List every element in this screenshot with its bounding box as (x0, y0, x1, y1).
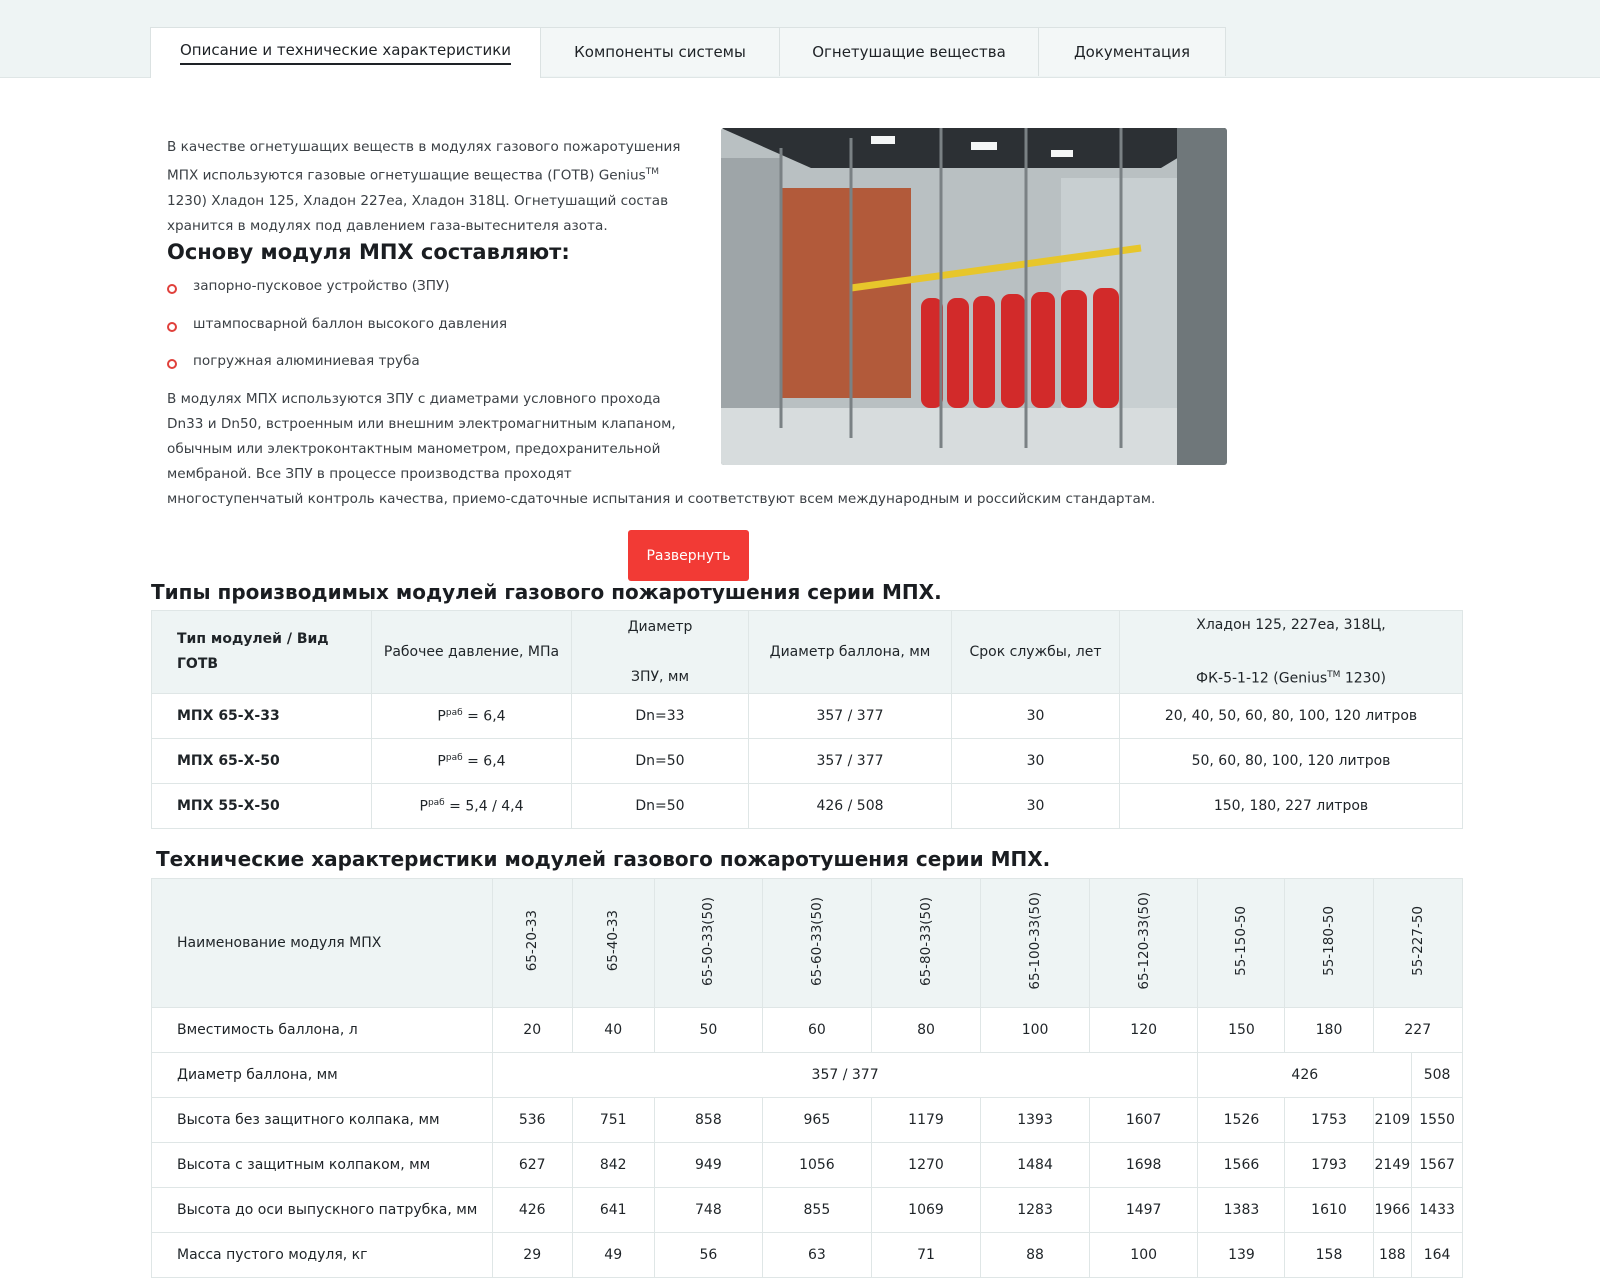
cell-value: 2149 (1373, 1143, 1412, 1188)
cell-value: 120 (1089, 1008, 1198, 1053)
cell-life: 30 (952, 694, 1120, 739)
cell-value: 63 (763, 1233, 872, 1278)
col-header-cylinder-diameter: Диаметр баллона, мм (749, 611, 952, 694)
table-row (152, 1143, 1463, 1188)
pressure-subscript: раб (445, 707, 463, 718)
cell-value: 426 (1198, 1053, 1412, 1098)
list-item (167, 353, 507, 391)
cell-value: 139 (1198, 1233, 1285, 1278)
model-label: 65-80-33(50) (917, 896, 934, 986)
cell-volumes: 50, 60, 80, 100, 120 литров (1120, 739, 1463, 784)
cell-value: 164 (1412, 1233, 1463, 1278)
cell-pressure (372, 739, 572, 784)
model-label: 55-150-50 (1233, 906, 1250, 976)
bullet-icon (167, 359, 177, 369)
cell-value: 1698 (1089, 1143, 1198, 1188)
cell-value: 88 (981, 1233, 1090, 1278)
list-item-text: запорно-пусковое устройство (ЗПУ) (193, 278, 450, 294)
cell-type: МПХ 65-Х-50 (152, 739, 372, 784)
cell-value: 965 (763, 1098, 872, 1143)
cell-value: 1270 (871, 1143, 981, 1188)
pressure-value: = 6,4 (462, 753, 506, 770)
model-label: 55-180-50 (1320, 906, 1337, 976)
cell-volumes: 150, 180, 227 литров (1120, 784, 1463, 829)
intro-text: В качестве огнетушащих веществ в модулях газового пожаротушения МПХ используются газовые огнетушащие вещества (ГОТВ) Genius (167, 139, 681, 184)
model-label: 65-60-33(50) (808, 896, 825, 986)
bullet-icon (167, 322, 177, 332)
row-label: Высота до оси выпускного патрубка, мм (152, 1188, 493, 1233)
col-header-model (1373, 879, 1463, 1008)
model-label: 65-100-33(50) (1027, 892, 1044, 990)
agent-header-line2: ФК-5-1-12 (Genius (1196, 670, 1328, 687)
row-label: Высота без защитного колпака, мм (152, 1098, 493, 1143)
cell-value: 29 (492, 1233, 572, 1278)
cell-value: 1966 (1373, 1188, 1412, 1233)
cell-type: МПХ 55-Х-50 (152, 784, 372, 829)
col-header-service-life: Срок службы, лет (952, 611, 1120, 694)
table-row (152, 1098, 1463, 1143)
cell-life: 30 (952, 739, 1120, 784)
table-row (152, 739, 1463, 784)
cell-value: 1179 (871, 1098, 981, 1143)
col-header-model (981, 879, 1090, 1008)
cell-value: 56 (654, 1233, 762, 1278)
zpu-paragraph (167, 387, 1156, 512)
cell-life: 30 (952, 784, 1120, 829)
cell-value: 751 (572, 1098, 654, 1143)
col-header-agent (1120, 611, 1463, 694)
model-label: 65-50-33(50) (700, 896, 717, 986)
cell-dn: Dn=50 (572, 739, 749, 784)
cell-value: 1056 (763, 1143, 872, 1188)
tech-specs-table (151, 878, 1463, 1278)
trademark: TM (645, 167, 660, 177)
model-label: 65-120-33(50) (1135, 892, 1152, 990)
cell-value: 2109 (1373, 1098, 1412, 1143)
cell-value: 188 (1373, 1233, 1412, 1278)
col-header-pressure: Рабочее давление, МПа (372, 611, 572, 694)
model-label: 55-227-50 (1409, 906, 1426, 976)
table-header-row (152, 611, 1463, 694)
cell-value: 748 (654, 1188, 762, 1233)
pressure-symbol: P (419, 798, 428, 815)
col-header-zpu-diameter (572, 611, 749, 694)
col-header-model (492, 879, 572, 1008)
trademark: TM (1327, 669, 1341, 680)
pressure-symbol: P (437, 708, 446, 725)
tab-bar (150, 27, 1225, 77)
cell-pressure (372, 694, 572, 739)
intro-text-cont: 1230) Хладон 125, Хладон 227еа, Хладон 318Ц. Огнетушащий состав хранится в модулях под давлением газа-вытеснителя азота. (167, 192, 669, 234)
cell-value: 536 (492, 1098, 572, 1143)
pressure-value: = 6,4 (462, 708, 506, 725)
table-row (152, 1188, 1463, 1233)
zpu-text: В модулях МПХ используются ЗПУ с диаметрами условного прохода Dn33 и Dn50, встроенным или внешним электромагнитным клапаном, обычным или электроконтактным манометром, предохранительной мембраной. Все ЗПУ в процессе производства проходят (167, 391, 676, 482)
cell-value: 100 (981, 1008, 1090, 1053)
col-header-model (871, 879, 981, 1008)
cell-value: 20 (492, 1008, 572, 1053)
col-header-model (1198, 879, 1285, 1008)
cell-value: 1069 (871, 1188, 981, 1233)
row-label: Высота с защитным колпаком, мм (152, 1143, 493, 1188)
row-label: Масса пустого модуля, кг (152, 1233, 493, 1278)
cell-volumes: 20, 40, 50, 60, 80, 100, 120 литров (1120, 694, 1463, 739)
table-row (152, 784, 1463, 829)
cell-value: 508 (1412, 1053, 1463, 1098)
pressure-value: = 5,4 / 4,4 (444, 798, 524, 815)
cell-value: 100 (1089, 1233, 1198, 1278)
cell-value: 227 (1373, 1008, 1463, 1053)
tab-label: Огнетушащие вещества (812, 43, 1006, 61)
cell-value: 60 (763, 1008, 872, 1053)
tab-label: Компоненты системы (574, 43, 746, 61)
cell-value: 1526 (1198, 1098, 1285, 1143)
tab-label: Описание и технические характеристики (180, 41, 511, 65)
pressure-subscript: раб (445, 752, 463, 763)
model-label: 65-40-33 (605, 910, 622, 972)
cell-value: 50 (654, 1008, 762, 1053)
cell-value: 627 (492, 1143, 572, 1188)
agent-header-line1: Хладон 125, 227еа, 318Ц, (1196, 616, 1386, 633)
row-label: Диаметр баллона, мм (152, 1053, 493, 1098)
col-header-model (654, 879, 762, 1008)
bullet-icon (167, 284, 177, 294)
cell-value: 1753 (1285, 1098, 1373, 1143)
fire-suppression-room-photo (721, 128, 1227, 465)
row-label: Вместимость баллона, л (152, 1008, 493, 1053)
cell-value: 1610 (1285, 1188, 1373, 1233)
cell-value: 1793 (1285, 1143, 1373, 1188)
tab-documentation[interactable] (1038, 27, 1226, 76)
cell-value: 855 (763, 1188, 872, 1233)
col-header-model (1285, 879, 1373, 1008)
cell-value: 426 (492, 1188, 572, 1233)
zpu-text-last: многоступенчатый контроль качества, приемо-сдаточные испытания и соответствуют всем международным и российским стандартам. (167, 491, 1156, 507)
cell-value: 641 (572, 1188, 654, 1233)
cell-value: 1497 (1089, 1188, 1198, 1233)
table-row (152, 694, 1463, 739)
cell-dn: Dn=33 (572, 694, 749, 739)
model-label: 65-20-33 (524, 910, 541, 972)
cell-value: 1484 (981, 1143, 1090, 1188)
cell-value: 949 (654, 1143, 762, 1188)
module-types-table (151, 610, 1463, 829)
col-header-type: Тип модулей / Вид ГОТВ (152, 611, 372, 694)
basis-heading: Основу модуля МПХ составляют: (167, 240, 570, 264)
list-item (167, 278, 507, 316)
cell-value: 1283 (981, 1188, 1090, 1233)
cell-value: 150 (1198, 1008, 1285, 1053)
list-item-text: штампосварной баллон высокого давления (193, 315, 508, 332)
cell-value: 1393 (981, 1098, 1090, 1143)
tab-agents[interactable] (779, 27, 1039, 76)
cell-type: МПХ 65-Х-33 (152, 694, 372, 739)
tab-label: Документация (1073, 43, 1191, 61)
cell-dn: Dn=50 (572, 784, 749, 829)
cell-value: 80 (871, 1008, 981, 1053)
cell-value: 40 (572, 1008, 654, 1053)
table-header-row (152, 879, 1463, 1008)
expand-button[interactable]: Развернуть (628, 530, 749, 581)
cell-value: 49 (572, 1233, 654, 1278)
cell-value: 357 / 377 (492, 1053, 1198, 1098)
col-header-name: Наименование модуля МПХ (152, 879, 493, 1008)
cell-pressure (372, 784, 572, 829)
col-header-model (572, 879, 654, 1008)
cell-value: 1567 (1412, 1143, 1463, 1188)
types-title: Типы производимых модулей газового пожаротушения серии МПХ. (151, 580, 942, 604)
intro-paragraph (167, 135, 687, 239)
table-row (152, 1053, 1463, 1098)
list-item-text: погружная алюминиевая труба (193, 353, 420, 369)
cell-value: 1607 (1089, 1098, 1198, 1143)
cell-value: 1383 (1198, 1188, 1285, 1233)
photo-illustration (721, 128, 1227, 465)
basis-list (167, 278, 507, 391)
tab-components[interactable] (540, 27, 780, 76)
pressure-symbol: P (437, 753, 446, 770)
cell-value: 1566 (1198, 1143, 1285, 1188)
cell-value: 1550 (1412, 1098, 1463, 1143)
cell-value: 1433 (1412, 1188, 1463, 1233)
cell-value: 158 (1285, 1233, 1373, 1278)
tech-title: Технические характеристики модулей газового пожаротушения серии МПХ. (156, 847, 1051, 871)
cell-cylinder: 426 / 508 (749, 784, 952, 829)
zpu-header-line1: Диаметр (627, 618, 693, 635)
tab-description[interactable] (150, 27, 541, 78)
list-item (167, 316, 507, 354)
cell-cylinder: 357 / 377 (749, 739, 952, 784)
zpu-header-line2: ЗПУ, мм (630, 668, 690, 685)
cell-cylinder: 357 / 377 (749, 694, 952, 739)
col-header-model (763, 879, 872, 1008)
cell-value: 71 (871, 1233, 981, 1278)
col-header-model (1089, 879, 1198, 1008)
table-row (152, 1233, 1463, 1278)
cell-value: 842 (572, 1143, 654, 1188)
cell-value: 858 (654, 1098, 762, 1143)
cell-value: 180 (1285, 1008, 1373, 1053)
pressure-subscript: раб (427, 797, 445, 808)
table-row (152, 1008, 1463, 1053)
agent-header-line2-end: 1230) (1340, 670, 1386, 687)
